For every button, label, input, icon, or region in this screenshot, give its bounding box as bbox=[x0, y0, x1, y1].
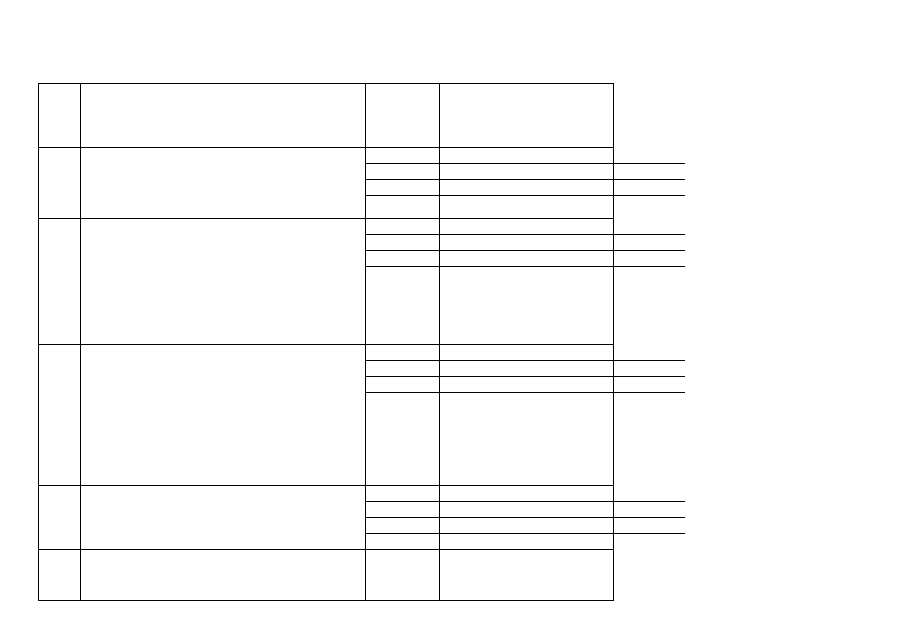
amount-total bbox=[440, 377, 520, 393]
row-number bbox=[39, 550, 81, 601]
amount-c2 bbox=[594, 219, 685, 235]
amount-c2 bbox=[594, 84, 685, 99]
row-description bbox=[81, 84, 366, 148]
amount-total bbox=[440, 393, 520, 409]
amount-c2 bbox=[594, 196, 685, 212]
row-1-4 bbox=[39, 345, 861, 486]
year-value bbox=[366, 377, 439, 393]
row-description bbox=[81, 345, 366, 486]
amount-c1 bbox=[520, 84, 594, 99]
amount-total bbox=[440, 148, 520, 164]
year-value bbox=[366, 550, 439, 565]
row-number bbox=[39, 219, 81, 345]
amount-c2 bbox=[594, 502, 685, 518]
year-value bbox=[366, 361, 439, 377]
amount-total bbox=[440, 219, 520, 235]
amount-total bbox=[440, 518, 520, 534]
amount-total bbox=[440, 235, 520, 251]
amount-c2 bbox=[594, 251, 685, 267]
amount-total bbox=[440, 267, 520, 283]
amount-c2 bbox=[594, 361, 685, 377]
amount-c2 bbox=[594, 164, 685, 180]
year-cell bbox=[366, 345, 440, 486]
amount-c2 bbox=[594, 377, 685, 393]
amounts-cell bbox=[440, 148, 614, 219]
amount-total bbox=[440, 502, 520, 518]
year-value bbox=[366, 180, 439, 196]
amount-c1 bbox=[520, 180, 594, 196]
amount-c2 bbox=[594, 235, 685, 251]
row-number bbox=[39, 345, 81, 486]
amount-c1 bbox=[520, 534, 594, 550]
amounts-cell bbox=[440, 345, 614, 486]
amount-c2 bbox=[594, 550, 685, 565]
amounts-cell bbox=[440, 486, 614, 550]
year-cell bbox=[366, 550, 440, 601]
amount-c1 bbox=[520, 219, 594, 235]
year-value bbox=[366, 267, 439, 283]
amount-c2 bbox=[594, 267, 685, 283]
year-value bbox=[366, 84, 439, 99]
row-2-1 bbox=[39, 550, 861, 601]
year-value bbox=[366, 219, 439, 235]
year-cell bbox=[366, 219, 440, 345]
row-number bbox=[39, 84, 81, 148]
year-value bbox=[366, 518, 439, 534]
amount-total bbox=[440, 361, 520, 377]
year-cell bbox=[366, 84, 440, 148]
amount-c2 bbox=[594, 345, 685, 361]
year-value bbox=[366, 251, 439, 267]
amount-c1 bbox=[520, 196, 594, 212]
amount-c1 bbox=[520, 486, 594, 502]
amount-c1 bbox=[520, 393, 594, 409]
row-number bbox=[39, 486, 81, 550]
amount-total bbox=[440, 550, 520, 565]
row-description bbox=[81, 486, 366, 550]
amount-c1 bbox=[520, 377, 594, 393]
amount-c2 bbox=[594, 486, 685, 502]
amount-c1 bbox=[520, 518, 594, 534]
year-value bbox=[366, 486, 439, 502]
row-1-1-continued bbox=[39, 84, 861, 148]
amounts-cell bbox=[440, 84, 614, 148]
amount-total bbox=[440, 196, 520, 212]
year-value bbox=[366, 235, 439, 251]
amount-total bbox=[440, 345, 520, 361]
amount-c1 bbox=[520, 361, 594, 377]
amount-c1 bbox=[520, 251, 594, 267]
year-value bbox=[366, 534, 439, 550]
amount-total bbox=[440, 180, 520, 196]
row-2 bbox=[39, 486, 861, 550]
amount-c1 bbox=[520, 345, 594, 361]
budget-table bbox=[38, 83, 861, 601]
amount-total bbox=[440, 486, 520, 502]
year-value bbox=[366, 196, 439, 212]
amount-c2 bbox=[594, 393, 685, 409]
row-description bbox=[81, 148, 366, 219]
row-1-3 bbox=[39, 219, 861, 345]
amount-c2 bbox=[594, 518, 685, 534]
year-value bbox=[366, 148, 439, 164]
amount-total bbox=[440, 534, 520, 550]
amount-c1 bbox=[520, 550, 594, 565]
row-description bbox=[81, 550, 366, 601]
year-value bbox=[366, 345, 439, 361]
amounts-cell bbox=[440, 219, 614, 345]
amount-c1 bbox=[520, 164, 594, 180]
year-cell bbox=[366, 148, 440, 219]
row-number bbox=[39, 148, 81, 219]
amount-c2 bbox=[594, 180, 685, 196]
amount-c1 bbox=[520, 502, 594, 518]
amount-c1 bbox=[520, 267, 594, 283]
amount-total bbox=[440, 164, 520, 180]
amount-total bbox=[440, 251, 520, 267]
amount-total bbox=[440, 84, 520, 99]
amount-c2 bbox=[594, 534, 685, 550]
year-cell bbox=[366, 486, 440, 550]
year-value bbox=[366, 502, 439, 518]
amount-c1 bbox=[520, 148, 594, 164]
row-1-2 bbox=[39, 148, 861, 219]
amount-c2 bbox=[594, 148, 685, 164]
amount-c1 bbox=[520, 235, 594, 251]
amounts-cell bbox=[440, 550, 614, 601]
row-description bbox=[81, 219, 366, 345]
year-value bbox=[366, 164, 439, 180]
year-value bbox=[366, 393, 439, 409]
